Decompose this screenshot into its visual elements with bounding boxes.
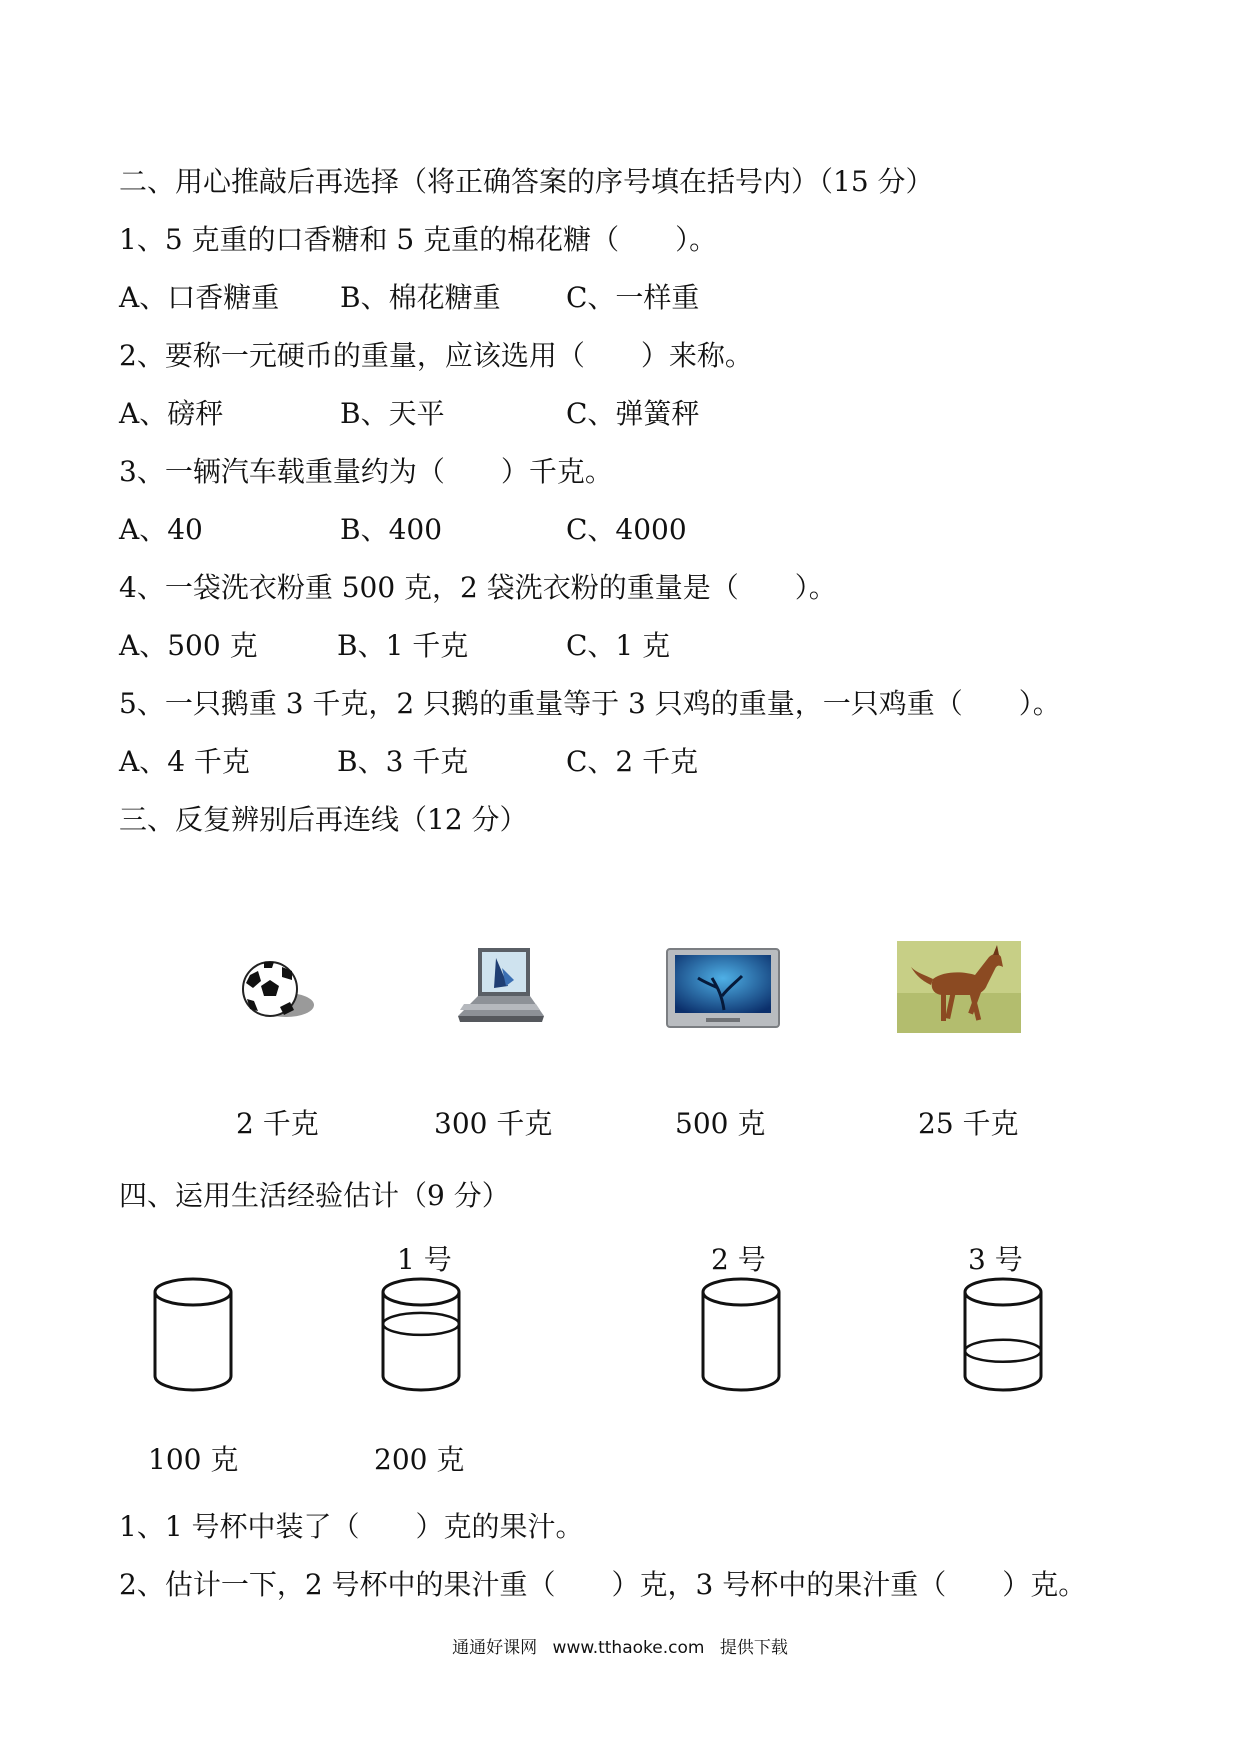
question-2-4: 4、一袋洗衣粉重 500 克，2 袋洗衣粉的重量是（ ）。 xyxy=(119,571,837,604)
section-2-title: 二、用心推敲后再选择（将正确答案的序号填在括号内）（15 分） xyxy=(119,165,934,198)
option-2-1-b: B、棉花糖重 xyxy=(340,281,501,314)
question-2-3: 3、一辆汽车载重量约为（ ）千克。 xyxy=(119,455,613,488)
option-2-5-c: C、2 千克 xyxy=(566,745,699,778)
question-2-2: 2、要称一元硬币的重量，应该选用（ ）来称。 xyxy=(119,339,753,372)
footer-note: 提供下载 xyxy=(719,1638,788,1658)
weight-label-2: 300 千克 xyxy=(434,1107,553,1140)
question-2-1: 1、5 克重的口香糖和 5 克重的棉花糖（ ）。 xyxy=(119,223,718,256)
cup-caption-1: 200 克 xyxy=(374,1443,465,1476)
option-2-5-b: B、3 千克 xyxy=(337,745,469,778)
section-4-title: 四、运用生活经验估计（9 分） xyxy=(119,1179,510,1212)
weight-label-4: 25 千克 xyxy=(918,1107,1019,1140)
option-2-3-a: A、40 xyxy=(119,513,203,546)
cup-label-3: 3 号 xyxy=(968,1243,1023,1276)
option-2-4-b: B、1 千克 xyxy=(337,629,469,662)
cup-2-icon xyxy=(698,1276,784,1396)
option-2-2-b: B、天平 xyxy=(340,397,445,430)
question-4-2: 2、估计一下，2 号杯中的果汁重（ ）克，3 号杯中的果汁重（ ）克。 xyxy=(119,1568,1087,1601)
weight-label-1: 2 千克 xyxy=(236,1107,319,1140)
cup-reference-icon xyxy=(150,1276,236,1396)
footer xyxy=(0,1633,1240,1658)
weight-label-3: 500 克 xyxy=(675,1107,766,1140)
footer-site-name: 通通好课网 xyxy=(452,1638,538,1658)
cup-label-2: 2 号 xyxy=(711,1243,766,1276)
cup-1-icon xyxy=(378,1276,464,1396)
juice-level-3 xyxy=(965,1340,1041,1362)
horse-icon xyxy=(897,941,1021,1033)
footer-url: www.tthaoke.com xyxy=(552,1638,705,1658)
option-2-2-c: C、弹簧秤 xyxy=(566,397,700,430)
question-4-1: 1、1 号杯中装了（ ）克的果汁。 xyxy=(119,1510,584,1543)
section-3-title: 三、反复辨别后再连线（12 分） xyxy=(119,803,528,836)
question-2-5: 5、一只鹅重 3 千克，2 只鹅的重量等于 3 只鸡的重量，一只鸡重（ ）。 xyxy=(119,687,1061,720)
option-2-3-c: C、4000 xyxy=(566,513,687,546)
laptop-icon xyxy=(452,944,548,1030)
option-2-1-a: A、口香糖重 xyxy=(119,281,280,314)
juice-level-1 xyxy=(383,1313,459,1335)
option-2-4-c: C、1 克 xyxy=(566,629,671,662)
cup-label-1: 1 号 xyxy=(397,1243,452,1276)
option-2-5-a: A、4 千克 xyxy=(119,745,250,778)
option-2-2-a: A、磅秤 xyxy=(119,397,224,430)
option-2-1-c: C、一样重 xyxy=(566,281,700,314)
television-icon xyxy=(666,948,780,1032)
option-2-3-b: B、400 xyxy=(340,513,443,546)
cup-3-icon xyxy=(960,1276,1046,1396)
cup-caption-reference: 100 克 xyxy=(148,1443,239,1476)
option-2-4-a: A、500 克 xyxy=(119,629,258,662)
soccer-ball-icon xyxy=(236,955,320,1025)
